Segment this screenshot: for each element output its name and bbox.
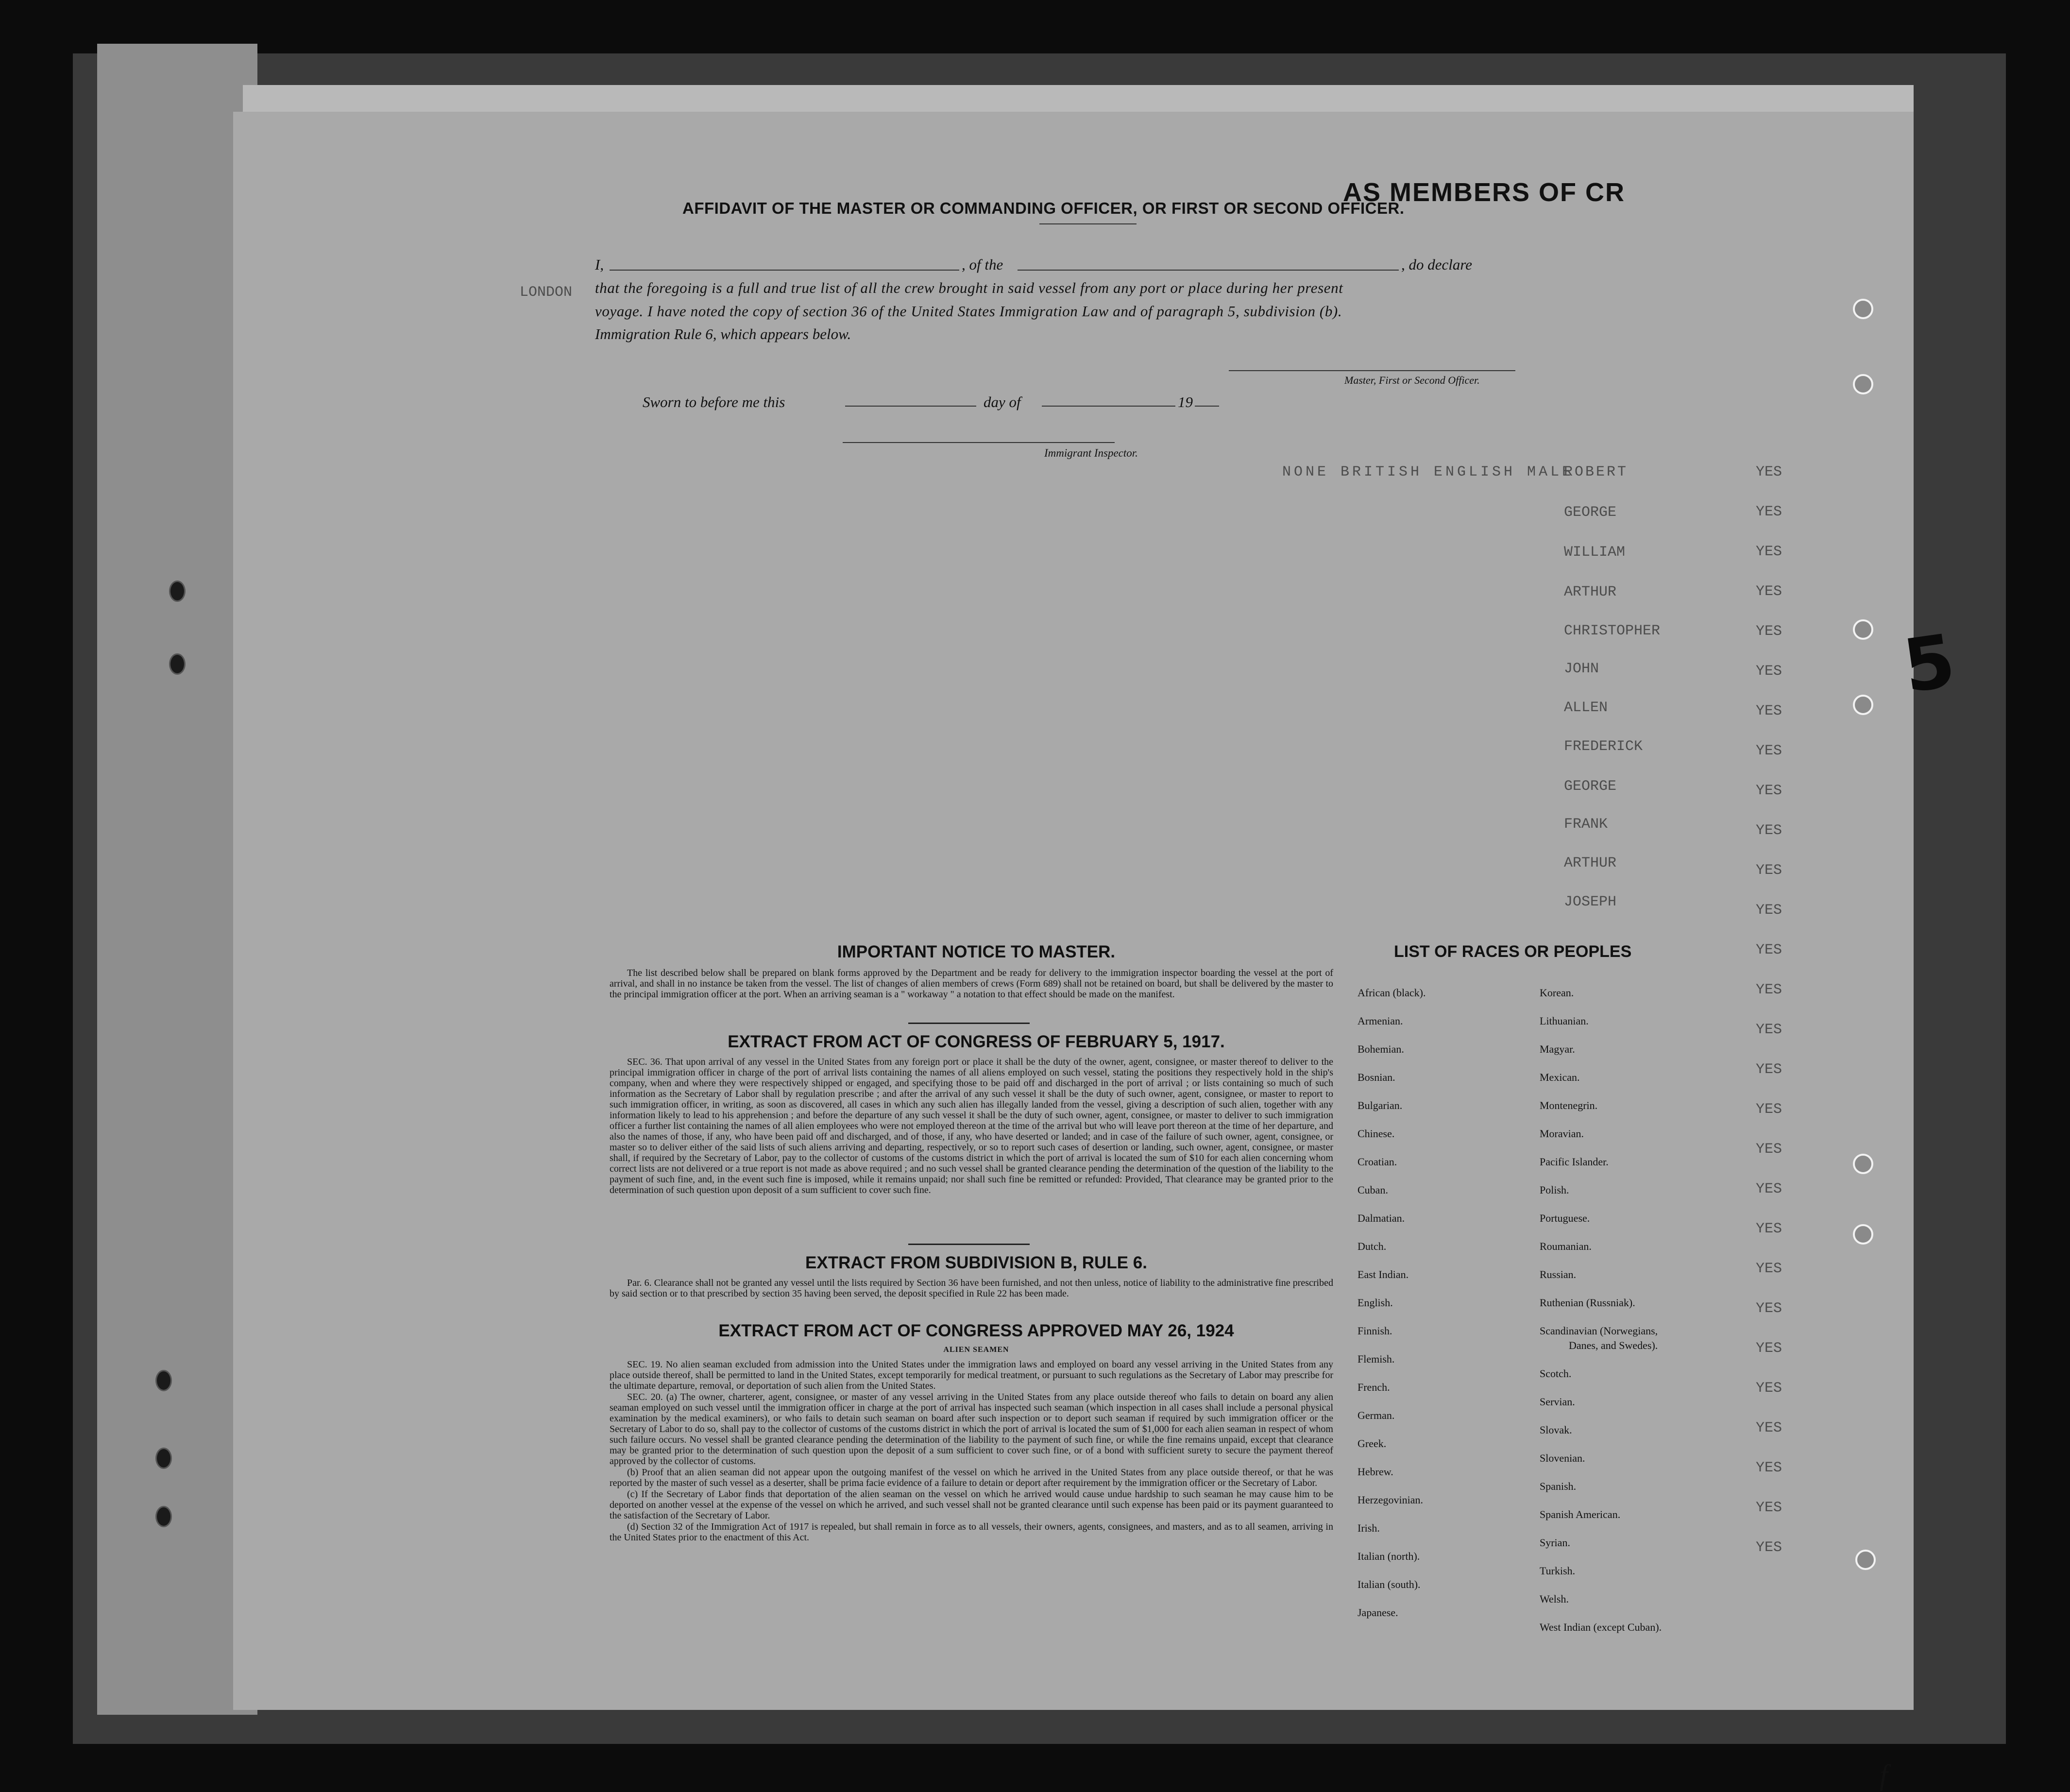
bleed-yes: YES [1756,862,1782,879]
notice-title: IMPORTANT NOTICE TO MASTER. [837,942,1116,961]
race-item: Roumanian. [1540,1240,1592,1252]
bleed-text-name: GEORGE [1564,504,1617,521]
bleed-yes: YES [1756,822,1782,839]
bleed-yes: YES [1756,583,1782,600]
bleed-yes: YES [1756,783,1782,799]
sec19-paragraph: SEC. 19. No alien seaman excluded from admission into the United States under the immigration laws and employed on board any vessel arriving in the United States from any place outside thereof, shall be permitted to land in the United States, except temporarily for medical treatment, or pursuant to such regulations as the Secretary of Labor may prescribe for the ultimate departure, removal, or deportation of such alien from the United States. [610,1359,1333,1391]
handwritten-page-number: 5 [1898,618,1960,710]
punch-hole [1853,1224,1873,1245]
punch-hole [1853,1154,1873,1174]
bleed-yes: YES [1756,1420,1782,1436]
vessel-name-line[interactable] [1018,270,1399,271]
sworn-day-line[interactable] [845,406,976,407]
race-item: Spanish. [1540,1480,1577,1492]
race-item: Bosnian. [1357,1071,1395,1083]
extract1-paragraph: SEC. 36. That upon arrival of any vessel in the United States from any foreign port or place it shall be the duty of the owner, agent, consignee, or master thereof to deliver to the principal immigration officer in charge of the port of arrival lists containing the names of all aliens employed on such vessel, stating the positions they respectively hold in the ship's company, when and where they were respectively shipped or engaged, and specifying those to be paid off and discharged in the port of arrival ; or lists containing so much of such information as the Secretary of Labor shall by regulation prescribe ; and after the arrival of any such vessel it shall be the duty of such owner, agent, consignee, or master to report to such immigration officer, in writing, as soon as discovered, all cases in which any such alien has illegally landed from the vessel, giving a description of such alien, together with any information likely to lead to his apprehension ; and before the departure of any such vessel it shall be the duty of such owner, agent, consignee, or master to deliver to such immigration officer a further list containing the names of all alien employees who were not employed thereon at the time of the arrival but who will leave port thereon at the time of her departure, and also the names of those, if any, who have been paid off and discharged, and of those, if any, who have deserted or landed; and in case of the failure of such owner, agent, consignee, or master so to deliver either of the said lists of such aliens arriving and departing, respectively, or so to report such cases of desertion or landing, such owner, agent, consignee, or master shall, if required by the Secretary of Labor, pay to the collector of customs of the customs district in which the port of arrival is located the sum of $10 for each alien concerning whom correct lists are not delivered or a true report is not made as above required ; and no such vessel shall be granted clearance pending the determination of the question of the liability to the payment of such fine, and, in the event such fine is imposed, while it remains unpaid; nor shall such fine be remitted or refunded: Provided, That clearance may be granted prior to the determination of such question upon deposit of a sum sufficient to cover such fine. [610,1057,1333,1195]
extract2-title: EXTRACT FROM SUBDIVISION B, RULE 6. [805,1253,1147,1272]
extract1-text [610,1057,1333,1196]
extract3-title: EXTRACT FROM ACT OF CONGRESS APPROVED MAY 26, 1924 [718,1321,1234,1340]
extract2-text [610,1278,1333,1299]
title-rule [1039,223,1137,224]
race-item: Servian. [1540,1396,1575,1408]
race-item: Slovenian. [1540,1452,1585,1464]
notice-paragraph: The list described below shall be prepared on blank forms approved by the Department and be ready for delivery to the immigration inspector boarding the vessel at the port of arrival, and shall in no instance be taken from the vessel. The list of changes of alien members of crews (Form 689) shall not be retained on board, but shall be delivered by the master to the principal immigration officer at the port. When an arriving seaman is a " workaway " a notation to that effect should be made on the manifest. [610,968,1333,1000]
affidavit-i: I, [595,256,604,273]
bleed-yes: YES [1756,1539,1782,1556]
race-item: Dutch. [1357,1240,1387,1252]
binder-hole [169,653,186,675]
affidavit-line-1: that the foregoing is a full and true list of all the crew brought in said vessel from any port or place during her present [595,279,1343,296]
race-item: Greek. [1357,1437,1387,1450]
race-item: German. [1357,1409,1395,1421]
race-item: Turkish. [1540,1565,1576,1577]
bleed-text-name: ARTHUR [1564,855,1617,871]
race-item: East Indian. [1357,1268,1409,1280]
officer-signature-line[interactable] [1229,370,1515,371]
punch-hole [1853,619,1873,640]
race-item: Japanese. [1357,1606,1398,1619]
sworn-year-line[interactable] [1195,406,1219,407]
extract3-subtitle: ALIEN SEAMEN [943,1346,1009,1354]
race-item: Hebrew. [1357,1466,1393,1478]
race-item: Croatian. [1357,1156,1397,1168]
extract3-text [610,1359,1333,1543]
bleed-yes: YES [1756,1181,1782,1197]
race-item: Cuban. [1357,1184,1388,1196]
section-rule [908,1244,1030,1245]
bleed-yes: YES [1756,623,1782,640]
bleed-text-name: FREDERICK [1564,738,1643,755]
race-item: Flemish. [1357,1353,1395,1365]
bleed-text-name: FRANK [1564,816,1608,833]
race-item: Irish. [1357,1522,1380,1534]
bleed-yes: YES [1756,743,1782,759]
bleed-text-name: ARTHUR [1564,584,1617,600]
bleed-yes: YES [1756,1221,1782,1237]
sworn-month-line[interactable] [1042,406,1175,407]
bleed-yes: YES [1756,1141,1782,1158]
race-item: Chinese. [1357,1127,1395,1140]
affidavit-of-the: , of the [962,256,1003,273]
bleed-text-name: ALLEN [1564,700,1608,716]
race-item: Finnish. [1357,1325,1392,1337]
bleed-yes: YES [1756,942,1782,958]
race-item: Magyar. [1540,1043,1575,1055]
bleed-text-port: LONDON [520,284,573,301]
race-item: Russian. [1540,1268,1577,1280]
races-left-column [1357,979,1425,1627]
bleed-yes: YES [1756,1340,1782,1357]
race-item: Lithuanian. [1540,1015,1589,1027]
affidavit-title: AFFIDAVIT OF THE MASTER OR COMMANDING OFFICER, OR FIRST OR SECOND OFFICER. [682,199,1405,217]
race-item: English. [1357,1297,1393,1309]
sworn-day-of: day of [984,393,1021,410]
inspector-signature-line[interactable] [843,442,1115,443]
punch-hole [1853,374,1873,394]
race-item: Slovak. [1540,1424,1572,1436]
race-item: Polish. [1540,1184,1569,1196]
manifest-page [233,112,1960,1791]
binder-hole [155,1370,172,1391]
sec20b-paragraph: (b) Proof that an alien seaman did not appear upon the outgoing manifest of the vessel on which he arrived in the United States from any place outside thereof, or that he was reported by the master of such vessel as a deserter, shall be prima facie evidence of a failure to detain or deport after requirement by the immigration officer or the Secretary of Labor. [610,1467,1333,1488]
race-item: Herzegovinian. [1357,1494,1423,1506]
list-title: AS MEMBERS OF CR [1343,178,1626,207]
notice-text [610,968,1333,1000]
race-item: Pacific Islander. [1540,1156,1609,1168]
officer-signature-caption: Master, First or Second Officer. [1344,374,1480,386]
affidavit-do-declare: , do declare [1401,256,1473,273]
bleed-yes: YES [1756,504,1782,520]
race-item: Italian (south). [1357,1578,1421,1590]
binder-hole [155,1448,172,1469]
bleed-yes: YES [1756,1261,1782,1277]
race-item: Korean. [1540,987,1574,999]
bleed-text-name: JOSEPH [1564,894,1617,910]
section-rule [908,1023,1030,1024]
race-item: Scotch. [1540,1367,1572,1380]
bleed-yes: YES [1756,544,1782,560]
race-item: Spanish American. [1540,1508,1621,1520]
race-item: Syrian. [1540,1536,1570,1549]
race-item: Italian (north). [1357,1550,1420,1562]
binder-hole [169,580,186,602]
master-name-line[interactable] [610,270,959,271]
bleed-yes: YES [1756,982,1782,998]
sworn-year: 19 [1178,393,1193,410]
bleed-text-row: NONE BRITISH ENGLISH MALE [1282,464,1574,480]
punch-hole [1855,1550,1876,1570]
bleed-yes: YES [1756,902,1782,919]
handwritten-corner-mark: f [1880,1759,1888,1791]
bleed-yes: YES [1756,1500,1782,1516]
race-item: Armenian. [1357,1015,1403,1027]
bleed-yes: YES [1756,1300,1782,1317]
race-item: Moravian. [1540,1127,1584,1140]
race-item: West Indian (except Cuban). [1540,1621,1662,1633]
bleed-text-name: WILLIAM [1564,544,1626,561]
sec20c-paragraph: (c) If the Secretary of Labor finds that deportation of the alien seaman on the vessel on which he arrived would cause undue hardship to such seaman he may cause him to be deported on another vessel at the expense of the vessel on which he arrived, and such vessel shall not be granted clearance until such expense has been paid or its payment guaranteed to the satisfaction of the Secretary of Labor. [610,1489,1333,1521]
race-item: French. [1357,1381,1390,1393]
bleed-yes: YES [1756,1101,1782,1118]
bleed-yes: YES [1756,703,1782,719]
bleed-yes: YES [1756,1022,1782,1038]
extract2-paragraph: Par. 6. Clearance shall not be granted any vessel until the lists required by Section 36 have been furnished, and not then unless, notice of liability to the administrative fine prescribed by said section or to that prescribed by section 35 having been served, the deposit specified in Rule 22 has been made. [610,1278,1333,1299]
bleed-yes: YES [1756,1061,1782,1078]
race-item: Welsh. [1540,1593,1569,1605]
bleed-yes: YES [1756,1380,1782,1397]
binder-hole [155,1506,172,1527]
race-item: Bulgarian. [1357,1099,1403,1111]
punch-hole [1853,695,1873,715]
sec20a-paragraph: SEC. 20. (a) The owner, charterer, agent, consignee, or master of any vessel arriving in the United States from any place outside thereof who fails to detain on board any alien seaman employed on such vessel until the immigration officer in charge at the port of arrival has inspected such seaman (which inspection in all cases shall include a personal physical examination by the medical examiners), or who fails to detain such seaman on board after such inspection or to deport such seaman if required by such immigration officer or the Secretary of Labor to do so, shall pay to the collector of customs of the customs district in which the port of arrival is located the sum of $1,000 for each alien seaman in respect of whom such failure occurs. No vessel shall be granted clearance pending the determination of the liability to the payment of such fine, or while the fine remains unpaid, except that clearance may be granted prior to the determination of such question upon the deposit of a sum sufficient to cover such fine, or of a bond with sufficient surety to secure the payment thereof approved by the collector of customs. [610,1392,1333,1467]
punch-hole [1853,299,1873,319]
sec20d-paragraph: (d) Section 32 of the Immigration Act of 1917 is repealed, but shall remain in force as to all vessels, their owners, agents, consignees, and masters, and as to all seamen, arriving in the United States prior to the enactment of this Act. [610,1521,1333,1543]
race-item: Dalmatian. [1357,1212,1405,1224]
affidavit-line-3: Immigration Rule 6, which appears below. [595,325,851,342]
race-item: Mexican. [1540,1071,1580,1083]
race-item: Montenegrin. [1540,1099,1598,1111]
bleed-text-name: JOHN [1564,661,1599,677]
inspector-caption: Immigrant Inspector. [1044,447,1138,459]
affidavit-line-2: voyage. I have noted the copy of section 36 of the United States Immigration Law and of paragraph 5, subdivision (b). [595,303,1342,320]
bleed-text-name: ROBERT [1564,464,1629,480]
race-item: Portuguese. [1540,1212,1590,1224]
race-item: Scandinavian (Norwegians, [1540,1325,1658,1337]
sworn-text: Sworn to before me this [643,393,785,410]
bleed-text-name: CHRISTOPHER [1564,623,1661,639]
race-item: Ruthenian (Russniak). [1540,1297,1635,1309]
bleed-yes: YES [1756,1460,1782,1476]
race-item: African (black). [1357,987,1426,999]
races-title: LIST OF RACES OR PEOPLES [1394,942,1632,961]
bleed-yes: YES [1756,663,1782,680]
race-item: Danes, and Swedes). [1569,1339,1658,1351]
bleed-text-name: GEORGE [1564,778,1617,795]
race-item: Bohemian. [1357,1043,1404,1055]
races-right-column [1540,979,1662,1641]
bleed-yes: YES [1756,464,1782,480]
extract1-title: EXTRACT FROM ACT OF CONGRESS OF FEBRUARY 5, 1917. [728,1032,1225,1051]
